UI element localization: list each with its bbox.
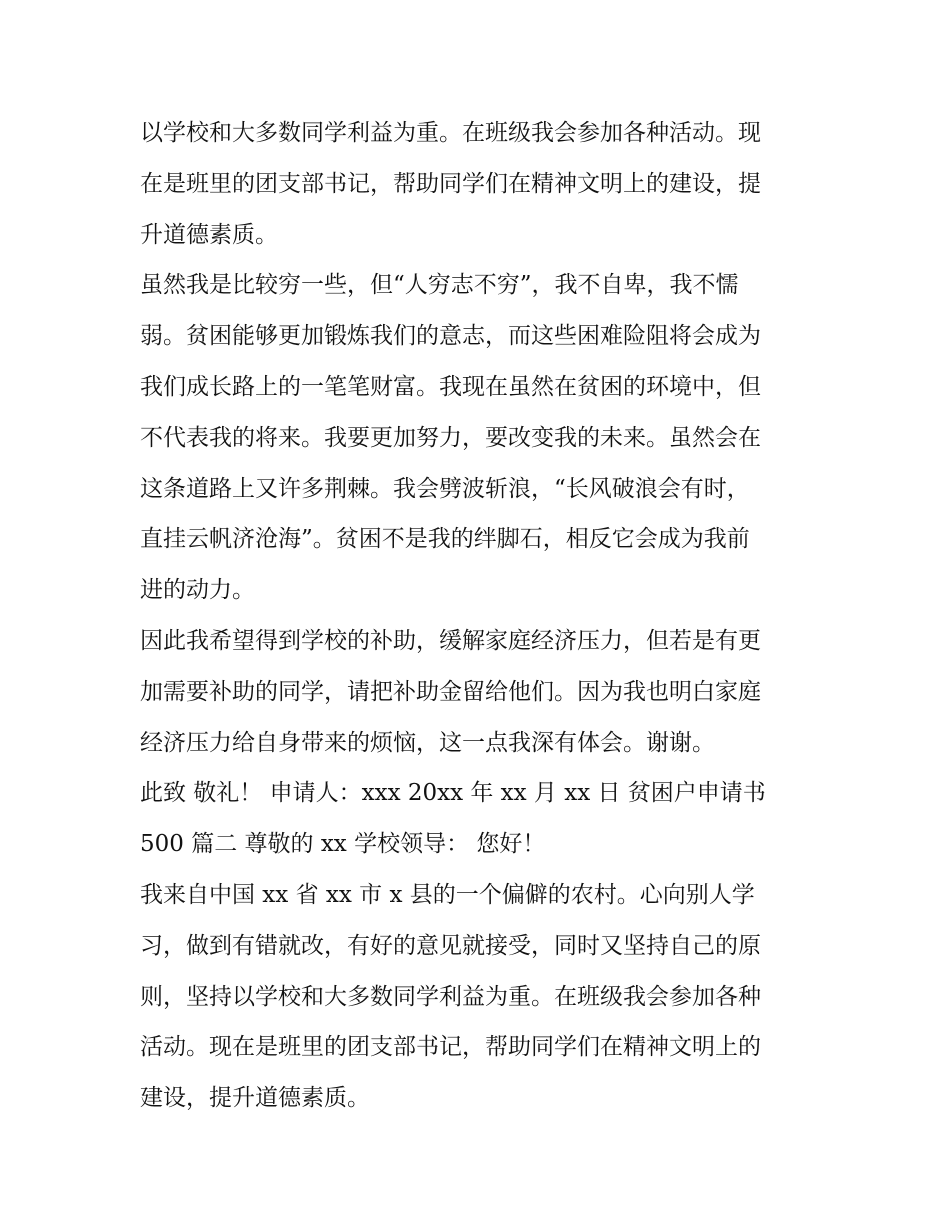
document-body	[140, 108, 820, 1124]
text-line: 经济压力给自身带来的烦恼，这一点我深有体会。谢谢。	[140, 729, 715, 756]
text-line: 因此我希望得到学校的补助，缓解家庭经济压力，但若是有更	[140, 627, 761, 654]
text-line: 虽然我是比较穷一些，但“人穷志不穷”，我不自卑，我不懦	[140, 272, 739, 299]
text-line: 此致 敬礼！ 申请人：xxx 20xx 年 xx 月 xx 日 贫困户申请书	[140, 780, 766, 807]
text-line: 建设，提升道德素质。	[140, 1085, 370, 1112]
text-line: 习，做到有错就改，有好的意见就接受，同时又坚持自己的原	[140, 932, 761, 959]
text-line: 在是班里的团支部书记，帮助同学们在精神文明上的建设，提	[140, 170, 761, 197]
text-line: 则，坚持以学校和大多数同学利益为重。在班级我会参加各种	[140, 983, 761, 1010]
text-line: 这条道路上又许多荆棘。我会劈波斩浪，“长风破浪会有时，	[140, 475, 750, 502]
text-line: 加需要补助的同学，请把补助金留给他们。因为我也明白家庭	[140, 678, 761, 705]
text-line: 我来自中国 xx 省 xx 市 x 县的一个偏僻的农村。心向别人学	[140, 881, 755, 908]
text-line: 不代表我的将来。我要更加努力，要改变我的未来。虽然会在	[140, 424, 761, 451]
text-line: 直挂云帆济沧海”。贫困不是我的绊脚石，相反它会成为我前	[140, 526, 750, 553]
text-line: 500 篇二 尊敬的 xx 学校领导： 您好！	[140, 831, 546, 858]
text-line: 升道德素质。	[140, 221, 278, 248]
text-line: 活动。现在是班里的团支部书记，帮助同学们在精神文明上的	[140, 1034, 761, 1061]
text-line: 以学校和大多数同学利益为重。在班级我会参加各种活动。现	[140, 120, 761, 146]
text-line: 我们成长路上的一笔笔财富。我现在虽然在贫困的环境中，但	[140, 373, 761, 400]
text-line: 进的动力。	[140, 577, 255, 604]
text-line: 弱。贫困能够更加锻炼我们的意志，而这些困难险阻将会成为	[140, 323, 761, 350]
